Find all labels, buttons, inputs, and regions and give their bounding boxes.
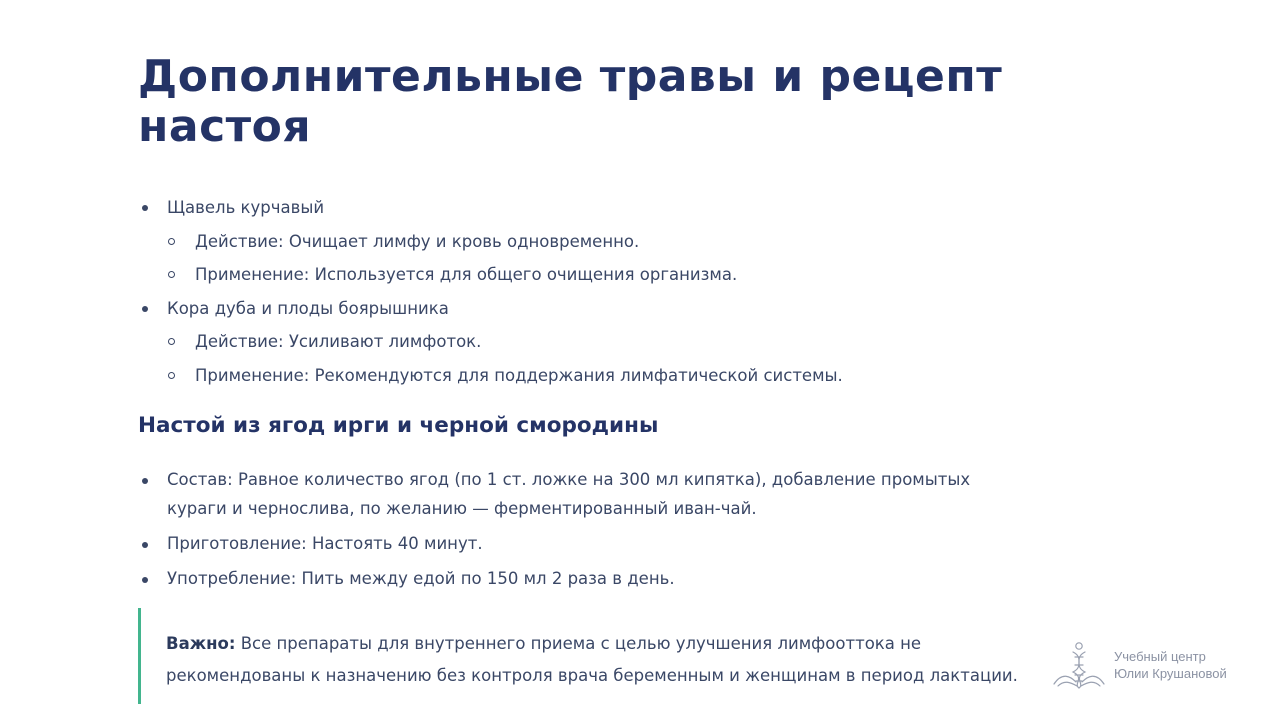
note-label: Важно: [166,634,236,653]
important-note [138,608,1051,704]
list-item: Приготовление: Настоять 40 минут. [140,530,1020,559]
page-title: Дополнительные травы и рецепт настоя [138,51,1003,152]
brand-text [1114,648,1274,682]
list-subitem: Применение: Рекомендуются для поддержания лимфатической системы. [140,359,1140,393]
list-item: Щавель курчавый [140,191,1140,225]
dna-figure-logo-icon [1050,640,1108,690]
note-body: Все препараты для внутреннего приема с целью улучшения лимфооттока не рекомендованы к назначению без контроля врача беременным и женщинам в период лактации. [166,634,1018,685]
recipe-list [140,466,1020,600]
note-text [166,628,1056,692]
herbs-list [140,191,1140,392]
list-item: Употребление: Пить между едой по 150 мл 2 раза в день. [140,565,1020,594]
list-item: Состав: Равное количество ягод (по 1 ст. ложке на 300 мл кипятка), добавление промытых кураги и чернослива, по желанию — ферментированный иван-чай. [140,466,1020,523]
brand-line-1: Учебный центр [1114,649,1206,664]
list-subitem: Действие: Усиливают лимфоток. [140,325,1140,359]
list-subitem: Применение: Используется для общего очищения организма. [140,258,1140,292]
list-item: Кора дуба и плоды боярышника [140,292,1140,326]
brand [1050,640,1270,690]
section-title: Настой из ягод ирги и черной смородины [138,413,659,438]
brand-line-2: Юлии Крушановой [1114,666,1227,681]
list-subitem: Действие: Очищает лимфу и кровь одновременно. [140,225,1140,259]
